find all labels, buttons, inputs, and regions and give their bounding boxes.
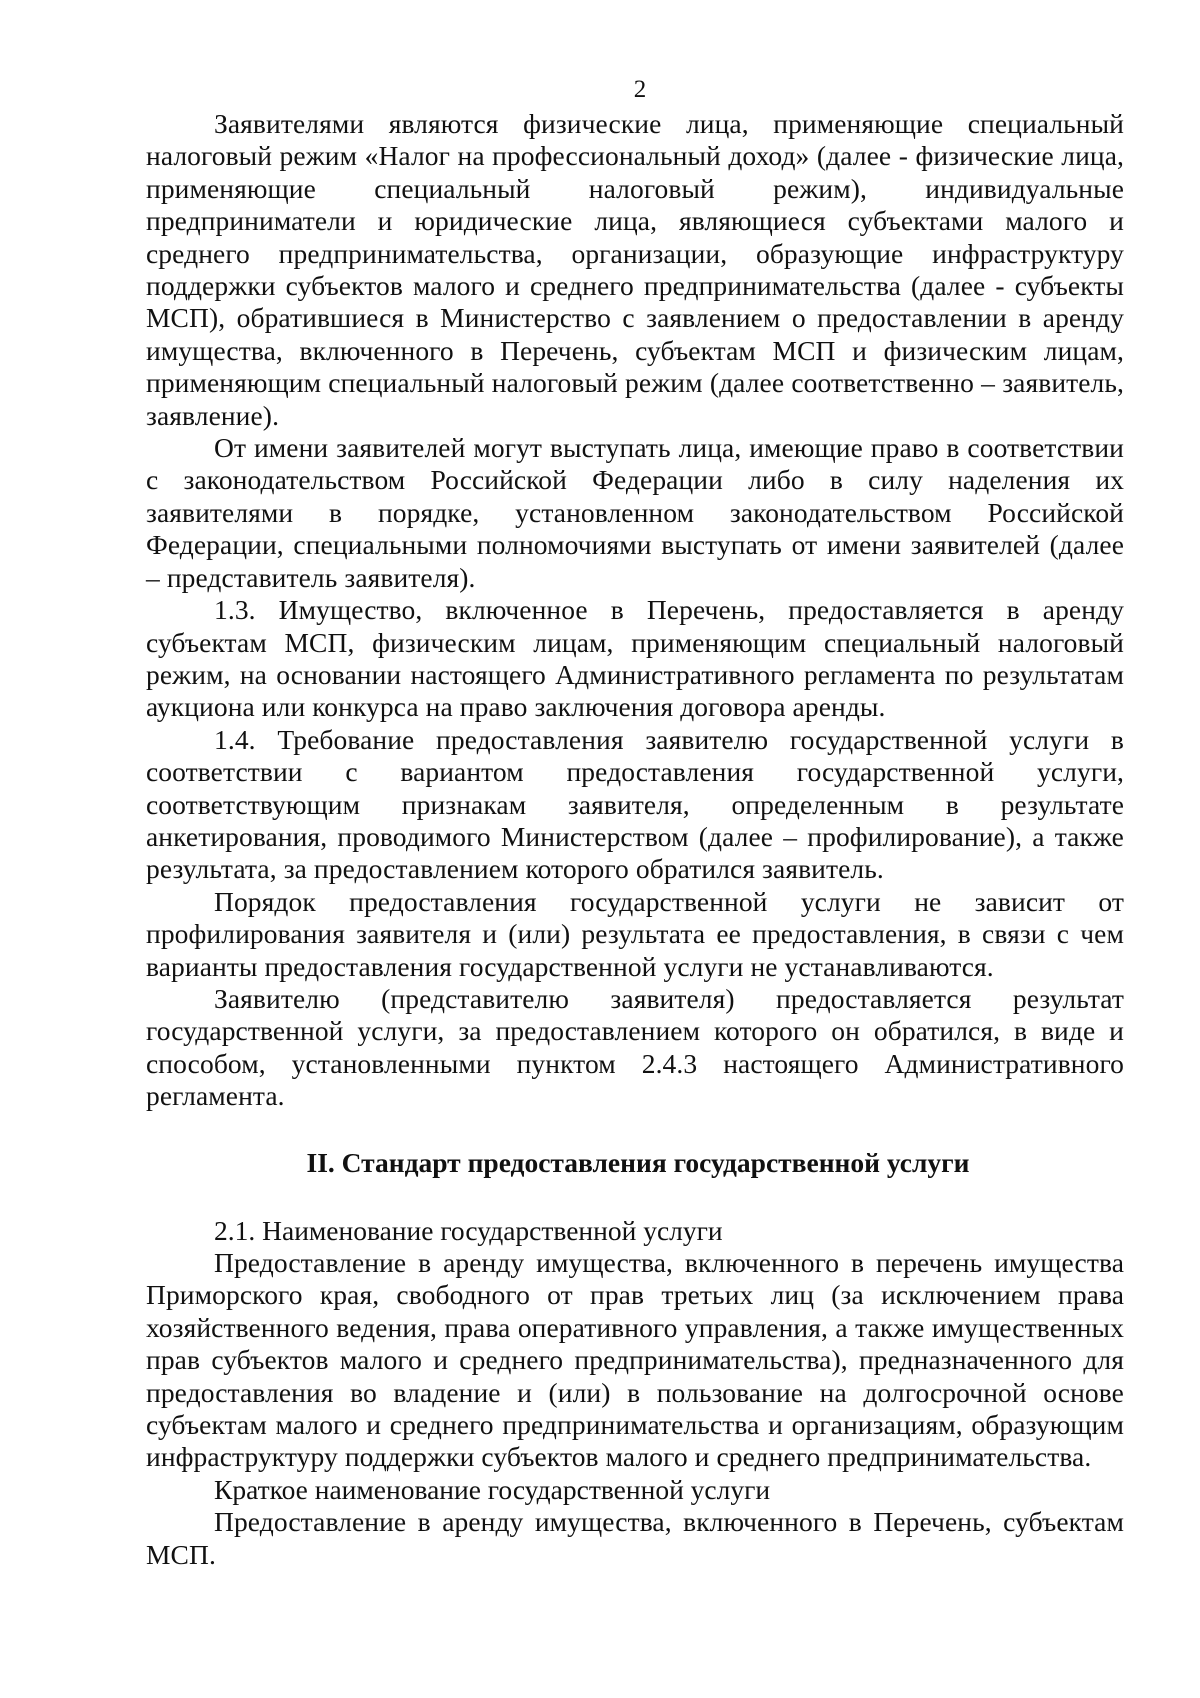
short-name-label: Краткое наименование государственной услуги bbox=[214, 1473, 771, 1505]
paragraph-1-3: 1.3. Имущество, включенное в Перечень, предоставляется в аренду субъектам МСП, физическим лицам, применяющим специальный налоговый режим, на основании настоящего Административного регламента по результатам аукциона или конкурса на право заключения договора аренды. bbox=[146, 594, 1124, 723]
paragraph-procedure: Порядок предоставления государственной услуги не зависит от профилирования заявителя и (или) результата ее предоставления, в связи с чем варианты предоставления государственной услуги не устанавливаются. bbox=[146, 885, 1124, 982]
subsection-title: 2.1. Наименование государственной услуги bbox=[214, 1214, 723, 1246]
paragraph-applicants: Заявителями являются физические лица, применяющие специальный налоговый режим «Налог на профессиональный доход» (далее - физические лица, применяющие специальный налоговый режим), индивидуальные предприниматели и юридические лица, являющиеся субъектами малого и среднего предпринимательства, организации, образующие инфраструктуру поддержки субъектов малого и среднего предпринимательства (далее - субъекты МСП), обратившиеся в Министерство с заявлением о предоставлении в аренду имущества, включенного в Перечень, субъектам МСП и физическим лицам, применяющим специальный налоговый режим (далее соответственно – заявитель, заявление). bbox=[146, 108, 1124, 431]
service-name-paragraph: Предоставление в аренду имущества, включенного в перечень имущества Приморского края, свободного от прав третьих лиц (за исключением права хозяйственного ведения, права оперативного управления, а также имущественных прав субъектов малого и среднего предпринимательства), предназначенного для предоставления во владение и (или) в пользование на долгосрочной основе субъектам малого и среднего предпринимательства и организациям, образующим инфраструктуру поддержки субъектов малого и среднего предпринимательства. bbox=[146, 1247, 1124, 1473]
paragraph-result: Заявителю (представителю заявителя) предоставляется результат государственной услуги, за предоставлением которого он обратился, в виде и способом, установленными пунктом 2.4.3 настоящего Административного регламента. bbox=[146, 982, 1124, 1112]
section-heading: II. Стандарт предоставления государственной услуги bbox=[306, 1146, 970, 1178]
paragraph-representatives: От имени заявителей могут выступать лица, имеющие право в соответствии с законодательством Российской Федерации либо в силу наделения их заявителями в порядке, установленном законодательством Российской Федерации, специальными полномочиями выступать от имени заявителей (далее – представитель заявителя). bbox=[146, 432, 1124, 593]
short-name-paragraph: Предоставление в аренду имущества, включенного в Перечень, субъектам МСП. bbox=[146, 1506, 1124, 1570]
paragraph-1-4: 1.4. Требование предоставления заявителю государственной услуги в соответствии с вариантом предоставления государственной услуги, соответствующим признакам заявителя, определенным в результате анкетирования, проводимого Министерством (далее – профилирование), а также результата, за предоставлением которого обратился заявитель. bbox=[146, 723, 1124, 885]
page-number: 2 bbox=[633, 76, 647, 103]
